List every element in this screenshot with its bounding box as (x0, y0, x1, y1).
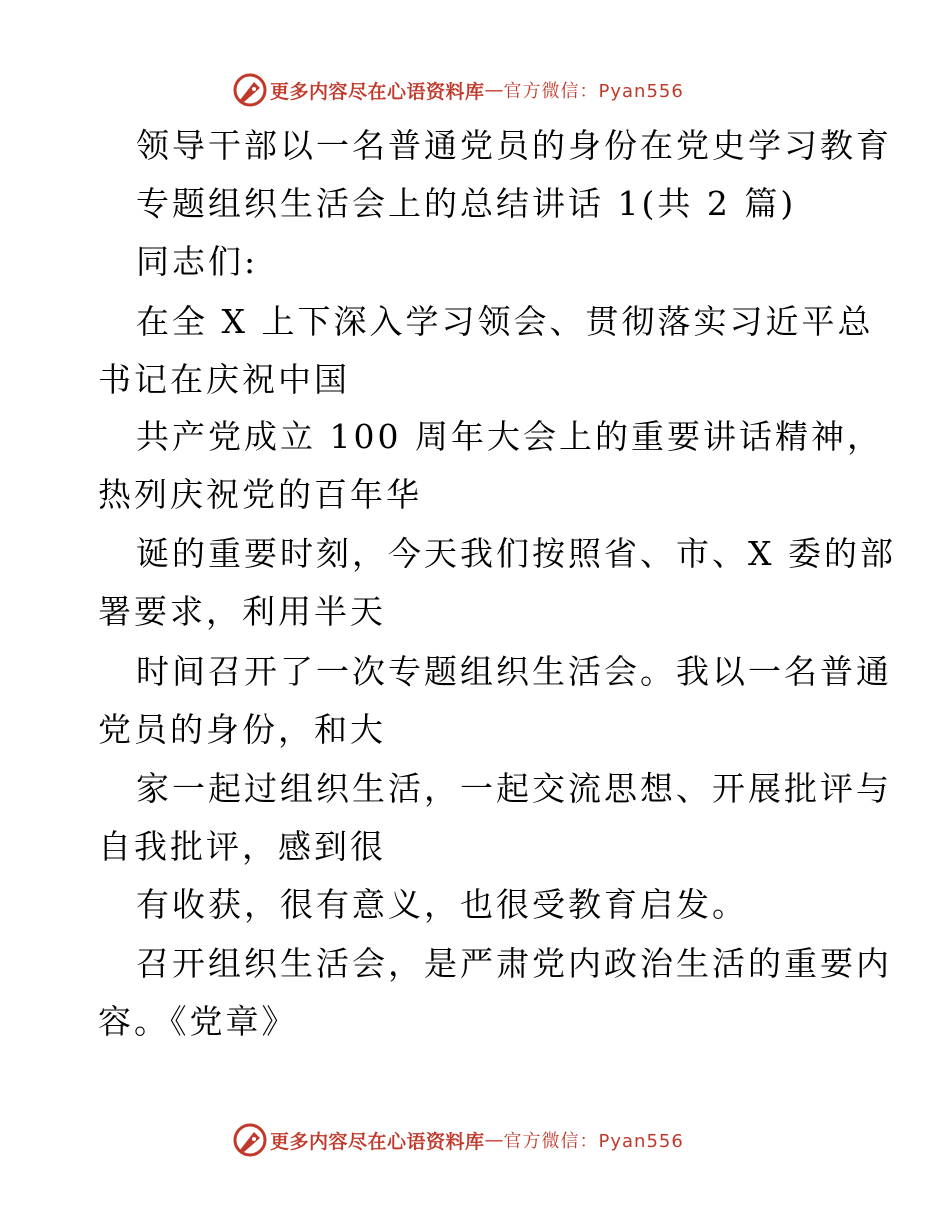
body-line: 热列庆祝党的百年华 (98, 475, 422, 514)
body-line: 容。《党章》 (98, 1002, 298, 1041)
body-line: 署要求，利用半天 (98, 592, 386, 631)
pen-nib-logo-icon (232, 1122, 268, 1158)
footer-banner-main: 更多内容尽在心语资料库 (270, 1130, 485, 1153)
footer-banner-separator: — (484, 1129, 504, 1151)
header-banner-wechat: 官方微信：Pyan556 (503, 81, 684, 102)
salutation: 同志们: (136, 242, 259, 281)
body-line: 在全 X 上下深入学习领会、贯彻落实习近平总 (136, 302, 874, 341)
body-line: 党员的身份，和大 (98, 710, 386, 749)
header-banner-main: 更多内容尽在心语资料库 (270, 80, 485, 103)
body-line: 自我批评，感到很 (98, 827, 386, 866)
body-line: 时间召开了一次专题组织生活会。我以一名普通 (136, 652, 892, 691)
body-line: 书记在庆祝中国 (98, 360, 350, 399)
body-line: 家一起过组织生活，一起交流思想、开展批评与 (136, 769, 892, 808)
body-line: 有收获，很有意义，也很受教育启发。 (136, 885, 748, 924)
body-line: 召开组织生活会，是严肃党内政治生活的重要内 (136, 944, 892, 983)
footer-banner-wechat: 官方微信：Pyan556 (503, 1131, 684, 1152)
body-line: 诞的重要时刻，今天我们按照省、市、X 委的部 (136, 534, 896, 573)
footer-banner (232, 1120, 752, 1160)
title-line-1: 领导干部以一名普通党员的身份在党史学习教育 (136, 126, 892, 165)
title-line-2: 专题组织生活会上的总结讲话 1(共 2 篇) (136, 184, 797, 223)
header-banner-separator: — (484, 79, 504, 101)
pen-nib-logo-icon (232, 72, 268, 108)
body-line: 共产党成立 100 周年大会上的重要讲话精神， (136, 417, 883, 456)
header-banner (232, 70, 752, 110)
